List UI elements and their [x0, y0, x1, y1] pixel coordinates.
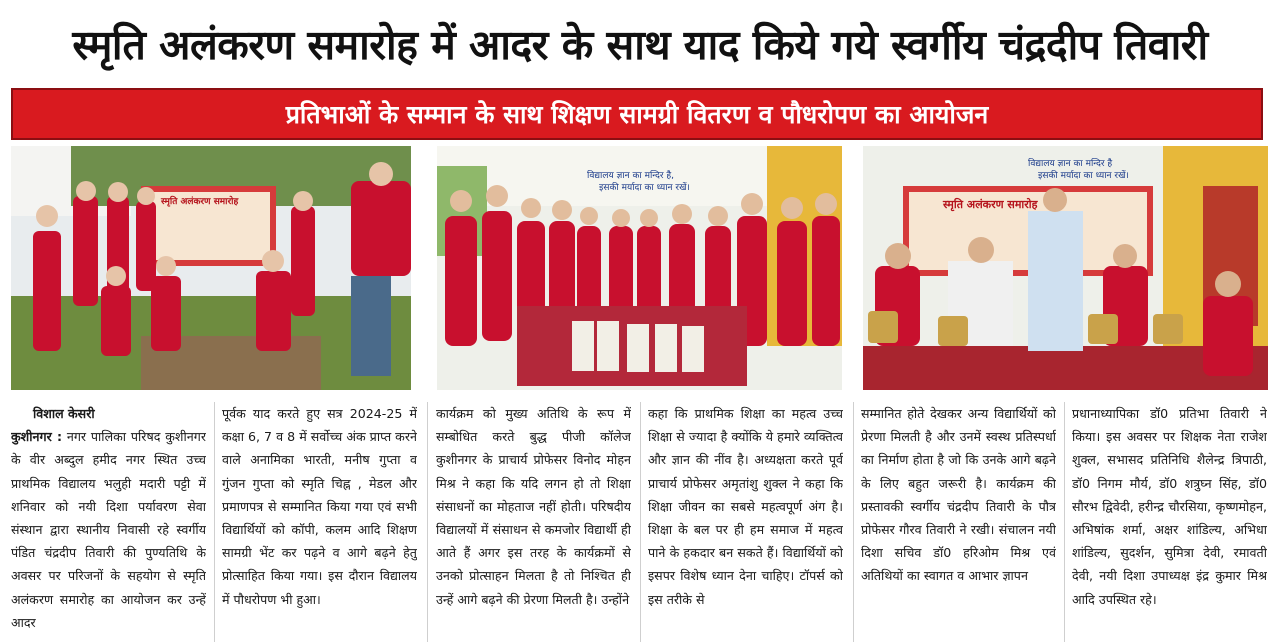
- photo-group-materials: [437, 146, 842, 390]
- wall-text-line1: विद्यालय ज्ञान का मन्दिर है: [1028, 159, 1113, 169]
- article-text-col3: कार्यक्रम को मुख्य अतिथि के रूप में सम्बोधित करते बुद्ध पीजी कॉलेज कुशीनगर के प्राचार्य प्रोफेसर विनोद मोहन मिश्र ने कहा कि यदि लगन हो तो शिक्षा संसाधनों का मोहताज नहीं होती। परिषदीय विद्यालयों में संसाधन से कमजोर विद्यार्थी ही आते हैं अगर इस तरह के कार्यक्रमों से उनको प्रोत्साहन मिलता है तो निश्चित ही उन्हें आगे बढ़ने की प्रेरणा मिलती है। उन्होंने: [436, 406, 631, 607]
- article-text-col2: पूर्वक याद करते हुए सत्र 2024-25 में कक्षा 6, 7 व 8 में सर्वोच्च अंक प्राप्त करने वाले अनामिका भारती, मनीष गुप्ता व गुंजन गुप्ता को स्मृति चिह्न , मेडल और प्रमाणपत्र से सम्मानित किया गया एवं सभी विद्यार्थियों को कॉपी, कलम आदि शिक्षण सामग्री भेंट कर पढ़ने व आगे बढ़ने हेतु प्रोत्साहित किया गया। इस दौरान विद्यालय में पौधरोपण भी हुआ।: [222, 406, 417, 607]
- headline: स्मृति अलंकरण समारोह में आदर के साथ याद किये गये स्वर्गीय चंद्रदीप तिवारी: [72, 21, 1208, 69]
- photo-tree-planting: [11, 146, 411, 390]
- article-column-6: [1072, 402, 1267, 642]
- subheadline-banner: प्रतिभाओं के सम्मान के साथ शिक्षण सामग्री वितरण व पौधरोपण का आयोजन: [11, 88, 1263, 140]
- dateline-place: कुशीनगर :: [11, 429, 62, 445]
- article-column-3: [436, 402, 631, 642]
- byline: विशाल केसरी: [33, 406, 95, 421]
- wall-text-line2: इसकी मर्यादा का ध्यान रखें।: [1038, 171, 1129, 181]
- photo-dignitaries: [863, 146, 1268, 390]
- article-column-1: [11, 402, 206, 642]
- wall-text-line2: इसकी मर्यादा का ध्यान रखें।: [599, 183, 690, 193]
- article-column-4: [648, 402, 843, 642]
- article-text-col1: नगर पालिका परिषद कुशीनगर के वीर अब्दुल हमीद नगर स्थित उच्च प्राथमिक विद्यालय भलुही मदारी पट्टी में शनिवार को नयी दिशा पर्यावरण सेवा संस्थान द्वारा स्थानीय निवासी रहे स्वर्गीय पंडित चंद्रदीप तिवारी की पुण्यतिथि के अवसर पर परिजनों के सहयोग से स्मृति अलंकरण समारोह का आयोजन कर उन्हें आदर: [11, 429, 206, 630]
- article-column-2: [222, 402, 417, 642]
- article-text-col6: प्रधानाध्यापिका डॉ0 प्रतिभा तिवारी ने किया। इस अवसर पर शिक्षक नेता राजेश शुक्ल, सभासद प्रतिनिधि शैलेन्द्र त्रिपाठी, डॉ0 निगम मौर्य, डॉ0 शत्रुघ्न सिंह, डॉ0 सौरभ द्विवेदी, हरीन्द्र चौरसिया, कृष्णमोहन, अभिषांक शर्मा, अक्षर शांडिल्य, अभिधा शांडिल्य, सुदर्शन, सुमित्रा देवी, रमावती देवी, नयी दिशा उपाध्यक्ष इंद्र कुमार मिश्र आदि उपस्थित रहे।: [1072, 406, 1267, 607]
- article-text-col4: कहा कि प्राथमिक शिक्षा का महत्व उच्च शिक्षा से ज्यादा है क्योंकि ये हमारे व्यक्तित्व और ज्ञान की नींव है। अध्यक्षता करते पूर्व प्राचार्य प्रोफेसर अमृतांशु शुक्ल ने कहा कि शिक्षा जीवन का सबसे महत्वपूर्ण अंग है। शिक्षा के बल पर ही हम समाज में महत्व पाने के हकदार बन सकते हैं। विद्यार्थियों को इसपर विशेष ध्यान देना चाहिए। टॉपर्स को इस तरीके से: [648, 406, 843, 607]
- article-text-col5: सम्मानित होते देखकर अन्य विद्यार्थियों को प्रेरणा मिलती है और उनमें स्वस्थ प्रतिस्पर्धा का निर्माण होता है जो कि उनके आगे बढ़ने के लिए बहुत जरूरी है। कार्यक्रम की प्रस्तावकी स्वर्गीय चंद्रदीप तिवारी के पौत्र प्रोफेसर गौरव तिवारी ने रखी। संचालन नयी दिशा सचिव डॉ0 हरिओम मिश्र एवं अतिथियों का स्वागत व आभार ज्ञापन: [861, 406, 1056, 584]
- banner-text: स्मृति अलंकरण समारोह: [161, 197, 239, 207]
- banner-text: स्मृति अलंकरण समारोह: [943, 198, 1038, 211]
- article-column-5: [861, 402, 1056, 642]
- wall-text-line1: विद्यालय ज्ञान का मन्दिर है,: [587, 171, 675, 181]
